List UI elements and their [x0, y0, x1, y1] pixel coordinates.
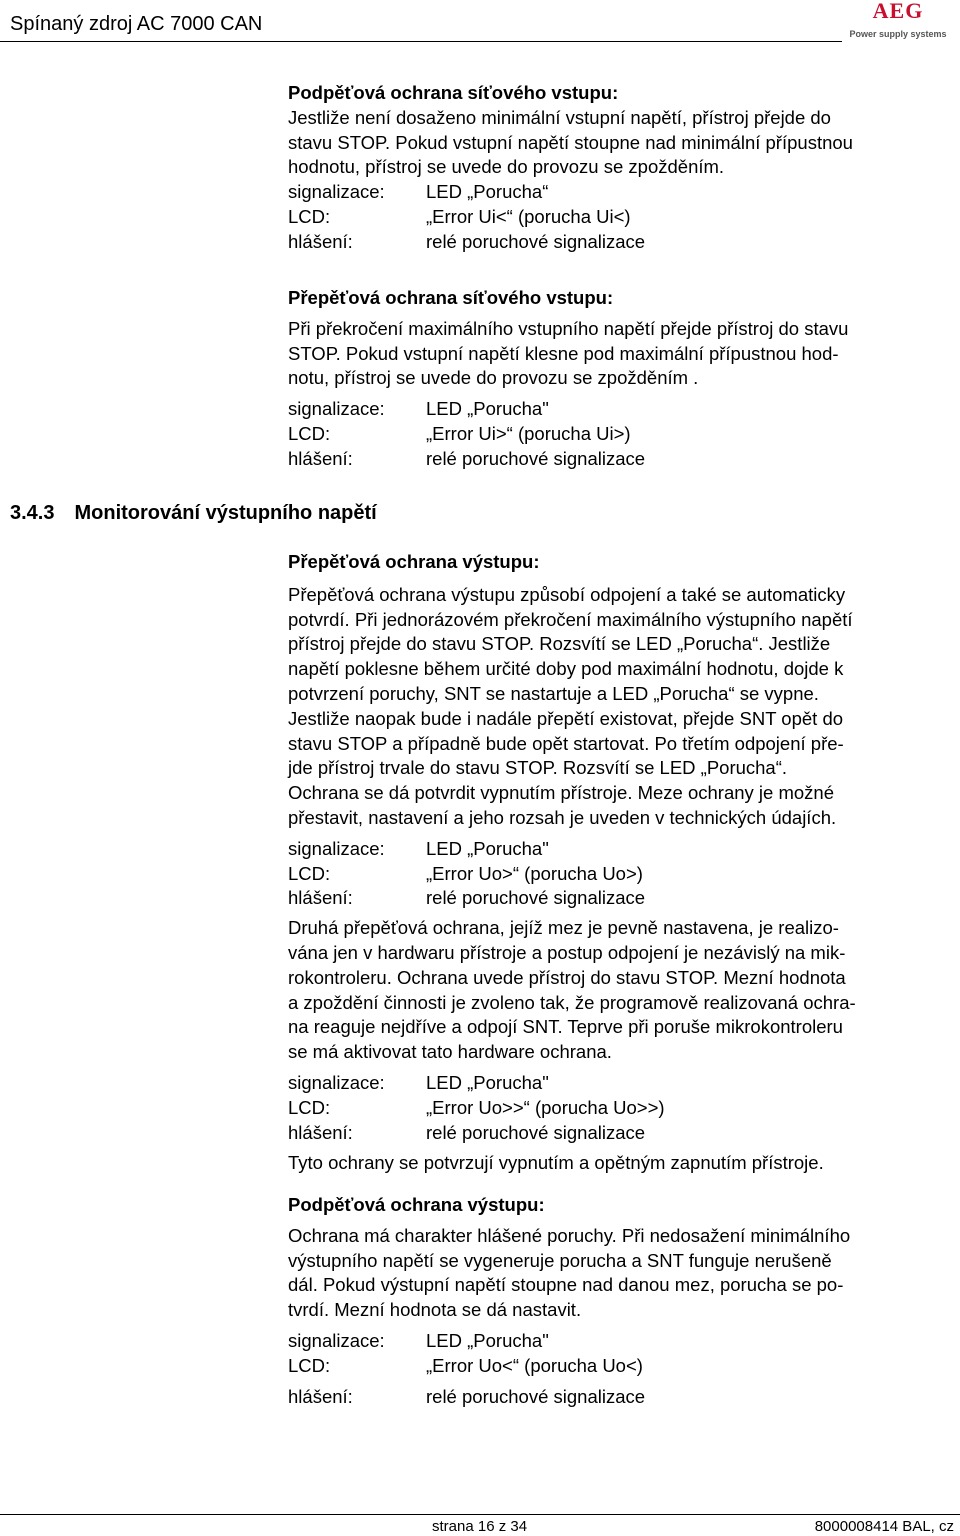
- page-number: strana 16 z 34: [432, 1518, 528, 1535]
- text-line: stavu STOP. Pokud vstupní napětí stoupne nad minimální přípustnou: [288, 131, 853, 153]
- lcd-row: [288, 422, 956, 447]
- text-line: stavu STOP a případně bude opět startovat. Po třetím odpojení pře-: [288, 732, 844, 754]
- lcd-label: LCD:: [288, 205, 331, 227]
- section-heading: [10, 502, 377, 525]
- lcd-row: [288, 205, 956, 230]
- signal-row: [288, 397, 956, 422]
- report-label: hlášení:: [288, 230, 353, 252]
- aeg-logo: [838, 0, 958, 40]
- signal-row: [288, 1071, 956, 1096]
- report-row: [288, 886, 956, 911]
- lcd-value: „Error Ui>“ (porucha Ui>): [426, 422, 631, 444]
- text-line: Ochrana má charakter hlášené poruchy. Při nedosažení minimálního: [288, 1224, 851, 1246]
- text-line: přestavit, nastavení a jeho rozsah je uveden v technických údajích.: [288, 806, 837, 828]
- text-line: potvrzení poruchy, SNT se nastartuje a LED „Porucha“ se vypne.: [288, 682, 819, 704]
- signal-label: signalizace:: [288, 1329, 385, 1351]
- signal-row: [288, 837, 956, 862]
- report-label: hlášení:: [288, 1385, 353, 1407]
- text-line: přístroj přejde do stavu STOP. Rozsvítí se LED „Porucha“. Jestliže: [288, 633, 831, 655]
- block-heading: Přepěťová ochrana výstupu:: [288, 551, 540, 572]
- report-row: [288, 1121, 956, 1146]
- block-text: [288, 1224, 956, 1323]
- report-label: hlášení:: [288, 447, 353, 469]
- block-heading: Přepěťová ochrana síťového vstupu:: [288, 287, 614, 308]
- text-line: potvrdí. Při jednorázovém překročení maximálního výstupního napětí: [288, 608, 853, 630]
- signal-label: signalizace:: [288, 1071, 385, 1093]
- text-line: jde přístroj trvale do stavu STOP. Rozsvítí se LED „Porucha“.: [288, 757, 788, 779]
- block-heading: Podpěťová ochrana síťového vstupu:: [288, 82, 619, 103]
- signal-label: signalizace:: [288, 837, 385, 859]
- report-value: relé poruchové signalizace: [426, 1121, 646, 1143]
- logo-subtitle: Power supply systems: [849, 29, 947, 39]
- report-row: [288, 230, 956, 255]
- block-undervoltage-output: [288, 1193, 956, 1409]
- text-line: výstupního napětí se vygeneruje porucha a SNT funguje nerušeně: [288, 1249, 832, 1271]
- text-line: Druhá přepěťová ochrana, jejíž mez je pevně nastavena, je realizo-: [288, 917, 839, 939]
- text-line: Jestliže není dosaženo minimální vstupní napětí, přístroj přejde do: [288, 106, 831, 128]
- report-row: [288, 1385, 956, 1410]
- block-heading: Podpěťová ochrana výstupu:: [288, 1194, 545, 1215]
- signal-label: signalizace:: [288, 398, 385, 420]
- text-line: hodnotu, přístroj se uvede do provozu se zpožděním.: [288, 156, 725, 178]
- footer-rule: [0, 1514, 960, 1515]
- report-value: relé poruchové signalizace: [426, 230, 646, 252]
- signal-row: [288, 180, 956, 205]
- signal-value: LED „Porucha": [426, 1071, 549, 1093]
- logo-mark: AEG: [872, 0, 924, 23]
- block-text: [288, 583, 956, 831]
- signal-value: LED „Porucha": [426, 398, 549, 420]
- lcd-label: LCD:: [288, 1096, 331, 1118]
- document-id: 8000008414 BAL, cz: [814, 1518, 954, 1535]
- block-undervoltage-input: [288, 81, 956, 255]
- lcd-row: [288, 862, 956, 887]
- signal-row: [288, 1329, 956, 1354]
- block-text: [288, 106, 956, 180]
- page-header: [0, 0, 960, 44]
- signal-value: LED „Porucha": [426, 1329, 549, 1351]
- text-line: STOP. Pokud vstupní napětí klesne pod maximální přípustnou hod-: [288, 342, 839, 364]
- header-rule: [0, 41, 842, 42]
- block-note: Tyto ochrany se potvrzují vypnutím a opětným zapnutím přístroje.: [288, 1152, 824, 1174]
- section-number: 3.4.3: [10, 502, 55, 524]
- lcd-row: [288, 1354, 956, 1379]
- lcd-label: LCD:: [288, 862, 331, 884]
- report-label: hlášení:: [288, 887, 353, 909]
- report-value: relé poruchové signalizace: [426, 1385, 646, 1407]
- text-line: a zpoždění činnosti je zvoleno tak, že programově realizovaná ochra-: [288, 991, 856, 1013]
- block-overvoltage-output: [288, 550, 956, 1176]
- text-line: Jestliže naopak bude i nadále přepětí existovat, přejde SNT opět do: [288, 707, 844, 729]
- section-title: Monitorování výstupního napětí: [74, 502, 377, 524]
- lcd-label: LCD:: [288, 422, 331, 444]
- document-title: Spínaný zdroj AC 7000 CAN: [10, 13, 263, 35]
- text-line: se má aktivovat tato hardware ochrana.: [288, 1041, 612, 1063]
- lcd-row: [288, 1096, 956, 1121]
- signal-value: LED „Porucha": [426, 837, 549, 859]
- text-line: dál. Pokud výstupní napětí stoupne nad danou mez, porucha se po-: [288, 1274, 844, 1296]
- signal-label: signalizace:: [288, 181, 385, 203]
- text-line: Při překročení maximálního vstupního napětí přejde přístroj do stavu: [288, 317, 849, 339]
- text-line: vána jen v hardwaru přístroje a postup odpojení je nezávislý na mik-: [288, 941, 846, 963]
- text-line: rokontroleru. Ochrana uvede přístroj do stavu STOP. Mezní hodnota: [288, 966, 846, 988]
- lcd-label: LCD:: [288, 1354, 331, 1376]
- text-line: napětí poklesne během určité doby pod maximální hodnotu, dojde k: [288, 658, 844, 680]
- text-line: Přepěťová ochrana výstupu způsobí odpojení a také se automaticky: [288, 583, 846, 605]
- report-value: relé poruchové signalizace: [426, 447, 646, 469]
- block-text: [288, 317, 956, 391]
- signal-value: LED „Porucha“: [426, 181, 549, 203]
- report-value: relé poruchové signalizace: [426, 887, 646, 909]
- text-line: na reaguje nejdříve a odpojí SNT. Teprve při poruše mikrokontroleru: [288, 1016, 843, 1038]
- block-overvoltage-input: [288, 286, 956, 472]
- report-row: [288, 447, 956, 472]
- text-line: notu, přístroj se uvede do provozu se zpožděním .: [288, 367, 699, 389]
- lcd-value: „Error Uo>>“ (porucha Uo>>): [426, 1096, 665, 1118]
- text-line: tvrdí. Mezní hodnota se dá nastavit.: [288, 1299, 582, 1321]
- text-line: Ochrana se dá potvrdit vypnutím přístroje. Meze ochrany je možné: [288, 782, 835, 804]
- lcd-value: „Error Uo>“ (porucha Uo>): [426, 862, 643, 884]
- block-text-secondary: [288, 916, 956, 1065]
- lcd-value: „Error Uo<“ (porucha Uo<): [426, 1354, 643, 1376]
- lcd-value: „Error Ui<“ (porucha Ui<): [426, 205, 631, 227]
- report-label: hlášení:: [288, 1121, 353, 1143]
